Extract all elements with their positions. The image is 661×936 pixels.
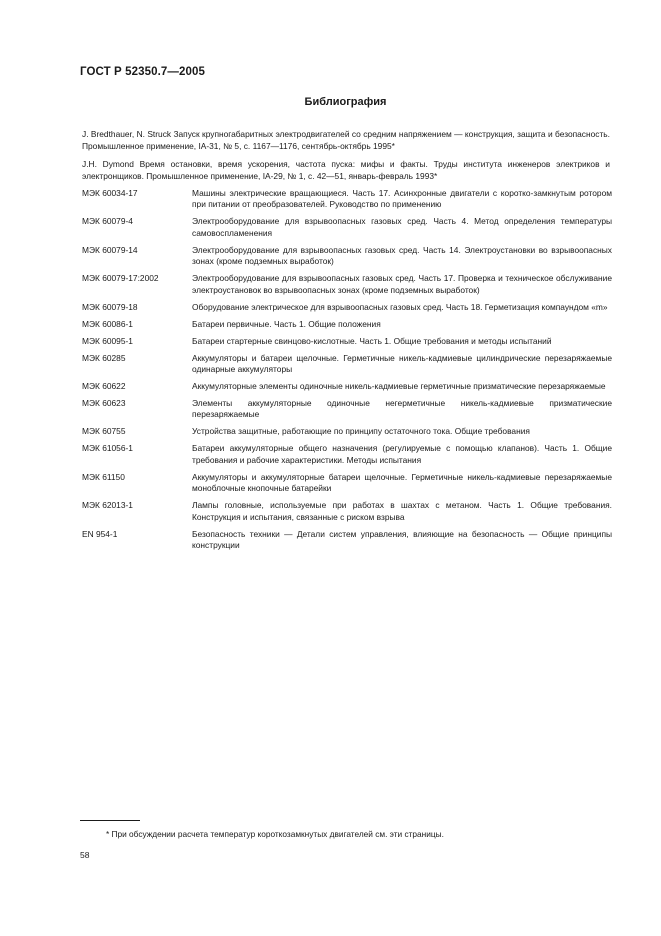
bibliography-entry — [82, 216, 612, 239]
bibliography-description: Батареи первичные. Часть 1. Общие положения — [192, 318, 381, 329]
bibliography-code: МЭК 60079-17:2002 — [82, 273, 159, 284]
intro-reference-2: J.H. Dymond Время остановки, время ускорения, частота пуска: мифы и факты. Труды института инженеров электриков и электронщиков. Промышленное применение, IA-29, № 1, с. 42—51, январь-февраль 1993* — [82, 159, 610, 181]
bibliography-entry — [82, 336, 612, 347]
bibliography-description: Лампы головные, используемые при работах в шахтах с метаном. Часть 1. Общие требования. Конструкция и испытания, связанные с риском взрыва — [192, 500, 612, 522]
bibliography-code: МЭК 60079-14 — [82, 244, 138, 255]
footnote-separator — [80, 820, 140, 821]
bibliography-code: EN 954-1 — [82, 528, 118, 539]
bibliography-entry — [82, 353, 612, 376]
bibliography-entry — [82, 302, 612, 313]
bibliography-code: МЭК 60622 — [82, 381, 126, 392]
bibliography-description: Электрооборудование для взрывоопасных газовых сред. Часть 4. Метод определения температуры самовоспламенения — [192, 216, 612, 238]
bibliography-entry — [82, 500, 612, 523]
bibliography-description: Безопасность техники — Детали систем управления, влияющие на безопасность — Общие принципы конструкции — [192, 528, 612, 551]
bibliography-description: Батареи аккумуляторные общего назначения (регулируемые с помощью клапанов). Часть 1. Общие требования и рабочие характеристики. Методы испытания — [192, 443, 612, 465]
bibliography-code: МЭК 60095-1 — [82, 335, 133, 346]
bibliography-code: МЭК 60034-17 — [82, 188, 138, 198]
bibliography-description: Аккумуляторы и батареи щелочные. Герметичные никель-кадмиевые цилиндрические перезаряжаемые одинарные аккумуляторы — [192, 352, 612, 375]
bibliography-description: Элементы аккумуляторные одиночные негерметичные никель-кадмиевые призматические перезаряжаемые — [192, 398, 612, 420]
bibliography-entry — [82, 381, 612, 392]
bibliography-entry — [82, 426, 612, 437]
bibliography-code: МЭК 60079-4 — [82, 216, 133, 227]
bibliography-code: МЭК 60086-1 — [82, 318, 133, 329]
page-number: 58 — [80, 850, 90, 860]
bibliography-description: Машины электрические вращающиеся. Часть 17. Асинхронные двигатели с коротко-замкнутым ротором при питании от преобразователей. Руководство по применению — [192, 188, 612, 210]
bibliography-entry — [82, 398, 612, 421]
bibliography-entry — [82, 319, 612, 330]
bibliography-entry — [82, 245, 612, 268]
bibliography-code: МЭК 60079-18 — [82, 301, 138, 312]
bibliography-description: Аккумуляторные элементы одиночные никель-кадмиевые герметичные призматические перезаряжаемые — [192, 381, 606, 392]
bibliography-code: МЭК 60285 — [82, 352, 126, 363]
bibliography-code: МЭК 60755 — [82, 426, 126, 437]
bibliography-entry — [82, 443, 612, 466]
bibliography-description: Батареи стартерные свинцово-кислотные. Часть 1. Общие требования и методы испытаний — [192, 335, 552, 346]
bibliography-code: МЭК 60623 — [82, 398, 126, 409]
footnote: * При обсуждении расчета температур короткозамкнутых двигателей см. эти страницы. — [106, 829, 444, 839]
bibliography-code: МЭК 62013-1 — [82, 500, 133, 511]
bibliography-description: Аккумуляторы и аккумуляторные батареи щелочные. Герметичные никель-кадмиевые перезаряжаемые моноблочные кнопочные батарейки — [192, 471, 612, 494]
bibliography-entry — [82, 529, 612, 552]
intro-reference-1: J. Bredthauer, N. Struck Запуск крупногабаритных электродвигателей со средним напряжением — конструкция, защита и безопасность. Промышленное применение, IA-31, № 5, с. 1167—1176, сентябрь-октябрь 1995* — [82, 129, 610, 151]
bibliography-list — [82, 188, 612, 557]
bibliography-code: МЭК 61056-1 — [82, 443, 133, 454]
bibliography-description: Устройства защитные, работающие по принципу остаточного тока. Общие требования — [192, 426, 530, 437]
document-header: ГОСТ Р 52350.7—2005 — [80, 66, 205, 78]
bibliography-description: Электрооборудование для взрывоопасных газовых сред. Часть 14. Электроустановки во взрывоопасных зонах (кроме подземных выработок) — [192, 244, 612, 267]
bibliography-entry — [82, 472, 612, 495]
bibliography-entry — [82, 273, 612, 296]
bibliography-description: Электрооборудование для взрывоопасных газовых сред. Часть 17. Проверка и техническое обслуживание электроустановок во взрывоопасных зонах (кроме подземных выработок) — [192, 273, 612, 295]
bibliography-description: Оборудование электрическое для взрывоопасных газовых сред. Часть 18. Герметизация компаундом «m» — [192, 301, 608, 312]
bibliography-code: МЭК 61150 — [82, 471, 125, 482]
bibliography-entry — [82, 188, 612, 211]
section-title: Библиография — [304, 96, 387, 108]
